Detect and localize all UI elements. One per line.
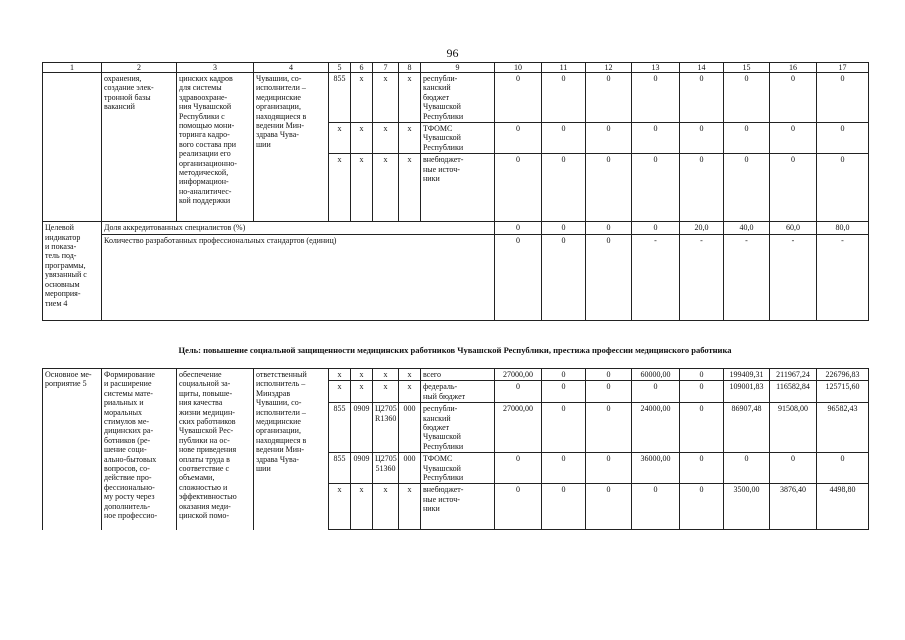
header-cell: 16 xyxy=(770,63,817,73)
cell-grbs: x xyxy=(329,154,351,222)
cell-section: x xyxy=(351,484,373,530)
cell-value: 27000,00 xyxy=(495,369,542,381)
cell-section: x xyxy=(351,369,373,381)
cell-executor: Чувашии, со- исполнители – медицинские организации, находящиеся в ведении Мин- здрава Чува- шии xyxy=(254,73,329,222)
cell-section: x xyxy=(351,73,373,123)
cell-value: 3500,00 xyxy=(724,484,770,530)
cell-target-article: x xyxy=(373,484,399,530)
header-cell: 3 xyxy=(177,63,254,73)
cell-value: 0 xyxy=(632,484,680,530)
cell-value: 0 xyxy=(770,154,817,222)
cell-indicator-name: Количество разработанных профессиональных стандартов (единиц) xyxy=(102,234,495,320)
cell-value: 0 xyxy=(770,453,817,484)
table-row xyxy=(43,369,869,381)
cell-value: 36000,00 xyxy=(632,453,680,484)
cell-value: 0 xyxy=(680,123,724,154)
cell-value: 0 xyxy=(680,369,724,381)
cell-event-number: Основное ме- роприятие 5 xyxy=(43,369,102,530)
cell-value: 0 xyxy=(586,234,632,320)
cell-value: 0 xyxy=(495,123,542,154)
cell-grbs: 855 xyxy=(329,403,351,453)
page-number: 96 xyxy=(446,46,459,60)
cell-target-article: x xyxy=(373,369,399,381)
cell-value: 0 xyxy=(680,381,724,403)
cell-value: 211967,24 xyxy=(770,369,817,381)
cell-value: 0 xyxy=(542,403,586,453)
cell-value: 0 xyxy=(817,123,869,154)
cell-value: 0 xyxy=(495,154,542,222)
cell-funding-source: внебюджет- ные источ- ники xyxy=(421,154,495,222)
cell-section: x xyxy=(351,123,373,154)
cell-value: 0 xyxy=(586,403,632,453)
cell-value: 0 xyxy=(495,222,542,234)
column-number-header xyxy=(43,63,869,73)
cell-grbs: x xyxy=(329,369,351,381)
header-cell: 1 xyxy=(43,63,102,73)
cell-value: 0 xyxy=(542,222,586,234)
cell-section: x xyxy=(351,154,373,222)
cell-section: 0909 xyxy=(351,453,373,484)
cell-funding-source: республи- канский бюджет Чувашской Республики xyxy=(421,73,495,123)
header-cell: 10 xyxy=(495,63,542,73)
cell-target-article: x xyxy=(373,73,399,123)
cell-value: 0 xyxy=(770,123,817,154)
cell-event-number xyxy=(43,73,102,222)
cell-funding-source: республи- канский бюджет Чувашской Республики xyxy=(421,403,495,453)
cell-value: 0 xyxy=(817,73,869,123)
cell-expense-group: x xyxy=(399,369,421,381)
cell-value: 0 xyxy=(724,73,770,123)
cell-grbs: x xyxy=(329,381,351,403)
cell-value: 0 xyxy=(586,123,632,154)
cell-value: 0 xyxy=(680,484,724,530)
cell-value: 0 xyxy=(542,381,586,403)
cell-value: 0 xyxy=(632,154,680,222)
cell-funding-source: ТФОМС Чувашской Республики xyxy=(421,453,495,484)
cell-value: 0 xyxy=(542,453,586,484)
cell-value: 60000,00 xyxy=(632,369,680,381)
cell-expense-group: x xyxy=(399,154,421,222)
cell-value: 125715,60 xyxy=(817,381,869,403)
cell-funding-source: федераль- ный бюджет xyxy=(421,381,495,403)
cell-value: 0 xyxy=(542,123,586,154)
cell-value: 0 xyxy=(586,222,632,234)
cell-indicator-label: Целевой индикатор и показа- тель под- программы, увязанный с основным мероприя- тием 4 xyxy=(43,222,102,320)
program-table-top xyxy=(42,62,869,321)
header-cell: 7 xyxy=(373,63,399,73)
cell-expense-group: 000 xyxy=(399,403,421,453)
cell-value: - xyxy=(770,234,817,320)
cell-value: 0 xyxy=(586,154,632,222)
cell-target-article: x xyxy=(373,123,399,154)
cell-grbs: x xyxy=(329,123,351,154)
cell-value: 24000,00 xyxy=(632,403,680,453)
cell-value: 0 xyxy=(680,73,724,123)
header-cell: 2 xyxy=(102,63,177,73)
cell-value: 0 xyxy=(495,73,542,123)
cell-value: - xyxy=(817,234,869,320)
cell-value: 0 xyxy=(495,381,542,403)
cell-expense-group: 000 xyxy=(399,453,421,484)
cell-value: 0 xyxy=(495,234,542,320)
cell-value: 0 xyxy=(586,381,632,403)
cell-event-name: Формирование и расширение системы мате- риальных и моральных стимулов ме- дицинских ра- ботников (ре- шение соци- ально-бытовых вопросов, со- действие про- фессионально- му росту через дополнитель- ное профессио- xyxy=(102,369,177,530)
cell-value: 96582,43 xyxy=(817,403,869,453)
cell-value: 0 xyxy=(586,484,632,530)
cell-value: 0 xyxy=(495,484,542,530)
header-cell: 8 xyxy=(399,63,421,73)
cell-section: 0909 xyxy=(351,403,373,453)
header-cell: 15 xyxy=(724,63,770,73)
cell-event-name: охранения, создание элек- тронной базы вакансий xyxy=(102,73,177,222)
cell-grbs: 855 xyxy=(329,73,351,123)
cell-value: 0 xyxy=(632,123,680,154)
cell-value: 0 xyxy=(817,453,869,484)
cell-section: x xyxy=(351,381,373,403)
program-table-bottom xyxy=(42,368,869,530)
cell-value: 0 xyxy=(632,73,680,123)
cell-value: 91508,00 xyxy=(770,403,817,453)
cell-event-purpose: цинских кадров для системы здравоохране- ния Чувашской Республики с помощью мони- торинга кадро- вого состава при реализации его организационно- методической, информацион- но-аналитичес- кой поддержки xyxy=(177,73,254,222)
cell-value: 86907,48 xyxy=(724,403,770,453)
cell-funding-source: всего xyxy=(421,369,495,381)
cell-value: - xyxy=(724,234,770,320)
indicator-row xyxy=(43,234,869,320)
header-cell: 12 xyxy=(586,63,632,73)
cell-value: 199409,31 xyxy=(724,369,770,381)
header-cell: 5 xyxy=(329,63,351,73)
cell-value: 109001,83 xyxy=(724,381,770,403)
cell-value: - xyxy=(680,234,724,320)
cell-value: 0 xyxy=(586,453,632,484)
cell-value: 0 xyxy=(586,369,632,381)
cell-value: 0 xyxy=(724,123,770,154)
cell-value: 27000,00 xyxy=(495,403,542,453)
cell-target-article: x xyxy=(373,381,399,403)
cell-grbs: x xyxy=(329,484,351,530)
cell-value: 3876,40 xyxy=(770,484,817,530)
cell-value: 0 xyxy=(632,381,680,403)
cell-expense-group: x xyxy=(399,381,421,403)
cell-value: 0 xyxy=(495,453,542,484)
cell-expense-group: x xyxy=(399,484,421,530)
cell-value: 0 xyxy=(724,154,770,222)
header-cell: 6 xyxy=(351,63,373,73)
cell-value: 0 xyxy=(817,154,869,222)
cell-value: 226796,83 xyxy=(817,369,869,381)
cell-value: 0 xyxy=(632,222,680,234)
cell-grbs: 855 xyxy=(329,453,351,484)
cell-value: 0 xyxy=(542,154,586,222)
header-cell: 4 xyxy=(254,63,329,73)
cell-value: 0 xyxy=(680,154,724,222)
cell-event-purpose: обеспечение социальной за- щиты, повыше- ния качества жизни медицин- ских работников Чувашской Рес- публики на ос- нове приведения оплаты труда в соответствие с объемами, сложностью и эффективностью оказания меди- цинской помо- xyxy=(177,369,254,530)
cell-indicator-name: Доля аккредитованных специалистов (%) xyxy=(102,222,495,234)
indicator-row xyxy=(43,222,869,234)
cell-target-article: Ц2705 R1360 xyxy=(373,403,399,453)
cell-value: 60,0 xyxy=(770,222,817,234)
cell-value: 116582,84 xyxy=(770,381,817,403)
cell-value: 0 xyxy=(542,234,586,320)
cell-value: - xyxy=(632,234,680,320)
cell-value: 0 xyxy=(586,73,632,123)
cell-value: 20,0 xyxy=(680,222,724,234)
goal-heading: Цель: повышение социальной защищенности медицинских работников Чувашской Республики, престижа профессии медицинского работника xyxy=(178,345,732,355)
cell-executor: ответственный исполнитель – Минздрав Чувашии, со- исполнители – медицинские организации, находящиеся в ведении Мин- здрава Чува- шии xyxy=(254,369,329,530)
cell-expense-group: x xyxy=(399,73,421,123)
cell-target-article: Ц2705 51360 xyxy=(373,453,399,484)
cell-value: 0 xyxy=(680,453,724,484)
header-cell: 9 xyxy=(421,63,495,73)
header-cell: 17 xyxy=(817,63,869,73)
cell-funding-source: внебюджет- ные источ- ники xyxy=(421,484,495,530)
header-cell: 14 xyxy=(680,63,724,73)
cell-value: 0 xyxy=(724,453,770,484)
cell-expense-group: x xyxy=(399,123,421,154)
cell-funding-source: ТФОМС Чувашской Республики xyxy=(421,123,495,154)
cell-value: 4498,80 xyxy=(817,484,869,530)
header-cell: 13 xyxy=(632,63,680,73)
header-cell: 11 xyxy=(542,63,586,73)
cell-value: 0 xyxy=(542,73,586,123)
cell-target-article: x xyxy=(373,154,399,222)
cell-value: 40,0 xyxy=(724,222,770,234)
cell-value: 0 xyxy=(680,403,724,453)
cell-value: 0 xyxy=(542,484,586,530)
cell-value: 0 xyxy=(770,73,817,123)
cell-value: 80,0 xyxy=(817,222,869,234)
cell-value: 0 xyxy=(542,369,586,381)
table-row xyxy=(43,73,869,123)
